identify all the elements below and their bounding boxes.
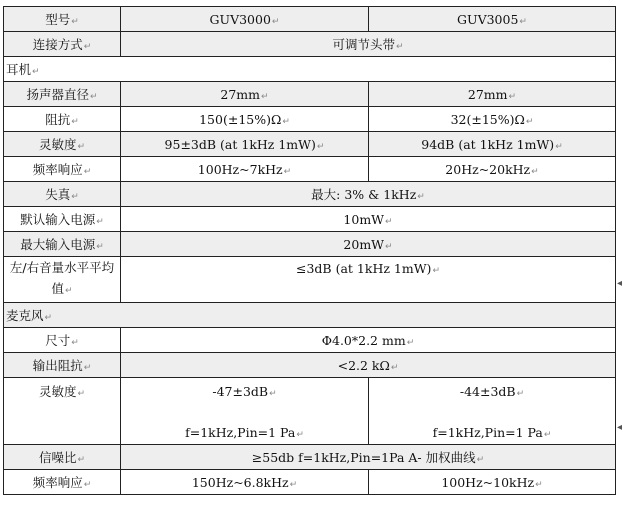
row-value xyxy=(121,378,369,445)
sensitivity-condition: f=1kHz,Pin=1 Pa↵ xyxy=(185,425,304,440)
table-row xyxy=(4,182,616,207)
spec-table xyxy=(3,6,616,495)
table-row xyxy=(4,82,616,107)
section-title: 耳机↵ xyxy=(4,57,616,82)
table-row xyxy=(4,328,616,353)
table-row xyxy=(4,7,616,32)
model-name: GUV3000↵ xyxy=(121,7,369,32)
table-row xyxy=(4,257,616,303)
table-row xyxy=(4,157,616,182)
table-row xyxy=(4,132,616,157)
row-label: 连接方式↵ xyxy=(4,32,121,57)
row-value: 100Hz~7kHz↵ xyxy=(121,157,369,182)
row-end-marker: ◂ xyxy=(616,422,622,433)
row-value: 可调节头带↵ xyxy=(121,32,616,57)
row-value: 150(±15%)Ω↵ xyxy=(121,107,369,132)
row-value: 20mW↵ xyxy=(121,232,616,257)
section-row xyxy=(4,303,616,328)
row-label: 尺寸↵ xyxy=(4,328,121,353)
table-row xyxy=(4,378,616,445)
row-value: Φ4.0*2.2 mm↵ xyxy=(121,328,616,353)
row-end-marker: ◂ xyxy=(616,278,622,289)
row-label: 最大输入电源↵ xyxy=(4,232,121,257)
row-value: 27mm↵ xyxy=(121,82,369,107)
row-label: 阻抗↵ xyxy=(4,107,121,132)
row-value: 20Hz~20kHz↵ xyxy=(369,157,616,182)
row-value: ≤3dB (at 1kHz 1mW)↵ xyxy=(121,257,616,303)
row-label: 灵敏度↵ xyxy=(4,378,121,445)
row-value: 95±3dB (at 1kHz 1mW)↵ xyxy=(121,132,369,157)
row-value: 32(±15%)Ω↵ xyxy=(369,107,616,132)
row-label: 信噪比↵ xyxy=(4,445,121,470)
sensitivity-condition: f=1kHz,Pin=1 Pa↵ xyxy=(432,425,552,440)
table-row xyxy=(4,32,616,57)
row-value: 94dB (at 1kHz 1mW)↵ xyxy=(369,132,616,157)
row-value: 100Hz~10kHz↵ xyxy=(369,470,616,495)
row-value: 10mW↵ xyxy=(121,207,616,232)
row-label: 扬声器直径↵ xyxy=(4,82,121,107)
section-row xyxy=(4,57,616,82)
table-row xyxy=(4,470,616,495)
table-row xyxy=(4,353,616,378)
row-label: 默认输入电源↵ xyxy=(4,207,121,232)
row-label: 失真↵ xyxy=(4,182,121,207)
row-value: 最大: 3% & 1kHz↵ xyxy=(121,182,616,207)
row-value: 27mm↵ xyxy=(369,82,616,107)
row-value: <2.2 kΩ↵ xyxy=(121,353,616,378)
table-row xyxy=(4,445,616,470)
sensitivity-value: -44±3dB↵ xyxy=(459,384,525,399)
table-row xyxy=(4,107,616,132)
row-value xyxy=(369,378,616,445)
table-row xyxy=(4,207,616,232)
row-label: 频率响应↵ xyxy=(4,470,121,495)
row-value: ≥55db f=1kHz,Pin=1Pa A- 加权曲线↵ xyxy=(121,445,616,470)
row-label: 左/右音量水平平均值↵ xyxy=(4,257,121,303)
row-label: 输出阻抗↵ xyxy=(4,353,121,378)
row-value: 150Hz~6.8kHz↵ xyxy=(121,470,369,495)
row-label: 型号↵ xyxy=(4,7,121,32)
row-label: 频率响应↵ xyxy=(4,157,121,182)
table-row xyxy=(4,232,616,257)
model-name: GUV3005↵ xyxy=(369,7,616,32)
row-label: 灵敏度↵ xyxy=(4,132,121,157)
sensitivity-value: -47±3dB↵ xyxy=(212,384,277,399)
section-title: 麦克风↵ xyxy=(4,303,616,328)
